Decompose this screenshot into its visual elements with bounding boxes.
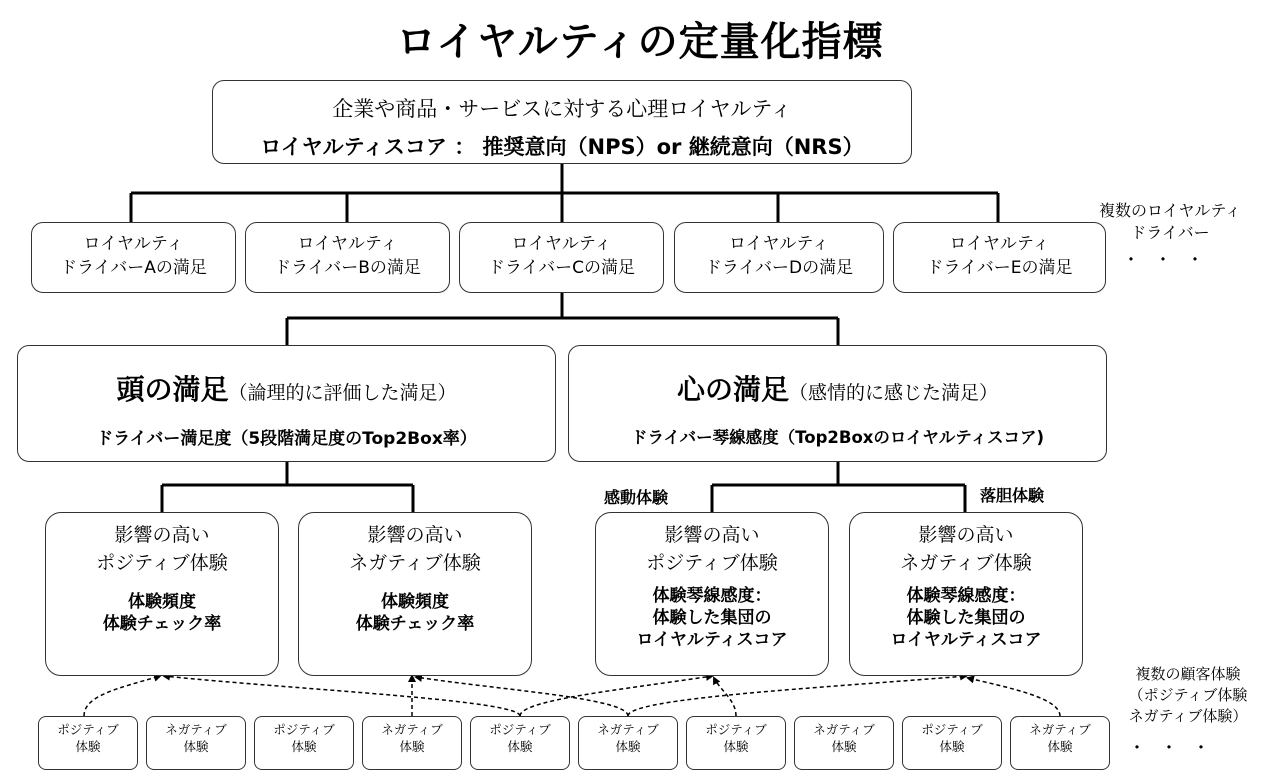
small-exp-label: ネガティブ: [813, 722, 875, 737]
driver-label: ロイヤルティ: [729, 234, 829, 254]
exp-metric: ロイヤルティスコア: [636, 630, 788, 650]
small-experience-box: [578, 716, 678, 770]
exp-heading: 影響の高い: [664, 524, 760, 546]
exp-metric: 体験琴線感度：: [906, 586, 1026, 606]
small-experience-box: [470, 716, 570, 770]
small-exp-label: 体験: [507, 739, 533, 754]
exp-metric: ロイヤルティスコア: [890, 630, 1042, 650]
small-exp-label: ポジティブ: [57, 722, 119, 737]
small-exp-label: ポジティブ: [705, 722, 767, 737]
small-exp-label: ポジティブ: [273, 722, 335, 737]
root-description: 企業や商品・サービスに対する心理ロイヤルティ: [332, 97, 792, 121]
drivers-note-dots: ・・・: [1122, 250, 1218, 271]
exp-heading: 影響の高い: [918, 524, 1014, 546]
label-moving-experience: 感動体験: [604, 488, 669, 507]
tree-head-exp: [162, 462, 413, 512]
head-paren: （論理的に評価した満足）: [228, 382, 457, 404]
small-exp-label: ポジティブ: [489, 722, 551, 737]
small-experience-box: [686, 716, 786, 770]
small-experience-box: [254, 716, 354, 770]
small-experience-box: [362, 716, 462, 770]
small-experience-box: [902, 716, 1002, 770]
root-score: ロイヤルティスコア ： 推奨意向（NPS）or 継続意向（NRS）: [260, 135, 864, 159]
small-exp-label: ネガティブ: [381, 722, 443, 737]
heart-heading: [569, 368, 1106, 408]
driver-box-a: [31, 222, 236, 293]
driver-label: ロイヤルティ: [297, 234, 398, 254]
root-loyalty-box: [212, 80, 912, 164]
drivers-note: [1070, 200, 1270, 272]
tree-heart-exp: [712, 462, 965, 512]
heart-title: 心の満足: [676, 373, 789, 406]
heart-paren: （感情的に感じた満足）: [789, 382, 999, 404]
small-exp-label: 体験: [183, 739, 209, 754]
tree-driver-mid: [287, 293, 838, 345]
small-exp-label: ネガティブ: [165, 722, 227, 737]
driver-box-c: [459, 222, 664, 293]
small-exp-label: ネガティブ: [1029, 722, 1091, 737]
head-title: 頭の満足: [116, 373, 229, 406]
experience-box-positive-sensitivity: [595, 512, 829, 676]
driver-label: ドライバーEの満足: [926, 258, 1073, 278]
driver-label: ロイヤルティ: [83, 234, 184, 254]
customer-note-line3: ネガティブ体験）: [1128, 707, 1248, 725]
exp-metric: 体験チェック率: [102, 614, 222, 634]
drivers-note-line2: ドライバー: [1130, 223, 1210, 242]
exp-heading: ネガティブ体験: [349, 552, 481, 574]
exp-heading: 影響の高い: [367, 524, 463, 546]
driver-label: ドライバーAの満足: [60, 258, 207, 278]
exp-metric: 体験琴線感度：: [652, 586, 772, 606]
head-metric: ドライバー満足度（5段階満足度のTop2Box率）: [96, 429, 477, 449]
exp-metric: 体験した集団の: [906, 608, 1026, 628]
small-exp-label: ネガティブ: [597, 722, 659, 737]
small-exp-label: 体験: [615, 739, 641, 754]
exp-metric: 体験チェック率: [355, 614, 475, 634]
tree-root-drivers: [131, 164, 998, 222]
head-satisfaction-box: [17, 345, 556, 462]
driver-label: ドライバーBの満足: [274, 258, 421, 278]
exp-heading: ポジティブ体験: [96, 552, 228, 574]
small-exp-label: 体験: [75, 739, 101, 754]
customer-experience-note: [1108, 664, 1268, 727]
exp-heading: ネガティブ体験: [900, 552, 1032, 574]
small-exp-label: 体験: [723, 739, 749, 754]
small-exp-label: 体験: [291, 739, 317, 754]
driver-box-d: [674, 222, 884, 293]
dashed-arrows: [84, 676, 1060, 716]
small-exp-label: ポジティブ: [921, 722, 983, 737]
driver-label: ロイヤルティ: [949, 234, 1050, 254]
small-exp-label: 体験: [939, 739, 965, 754]
exp-metric: 体験頻度: [381, 592, 449, 612]
small-exp-label: 体験: [399, 739, 425, 754]
exp-metric: 体験頻度: [128, 592, 196, 612]
page-title: ロイヤルティの定量化指標: [396, 19, 884, 65]
small-exp-label: 体験: [831, 739, 857, 754]
small-experience-box: [794, 716, 894, 770]
small-exp-label: 体験: [1047, 739, 1073, 754]
customer-note-line1: 複数の顧客体験: [1135, 665, 1241, 683]
small-experience-box: [38, 716, 138, 770]
driver-label: ドライバーCの満足: [487, 258, 636, 278]
experience-box-negative-sensitivity: [849, 512, 1083, 676]
exp-heading: ポジティブ体験: [646, 552, 778, 574]
heart-satisfaction-box: [568, 345, 1107, 462]
small-experience-box: [146, 716, 246, 770]
customer-note-line2: （ポジティブ体験: [1128, 686, 1248, 704]
heart-metric: ドライバー琴線感度（Top2Boxのロイヤルティスコア): [631, 428, 1044, 447]
exp-heading: 影響の高い: [114, 524, 210, 546]
experience-box-positive-frequency: [45, 512, 279, 676]
drivers-note-line1: 複数のロイヤルティ: [1098, 201, 1242, 220]
driver-label: ドライバーDの満足: [704, 258, 854, 278]
customer-note-dots: ・・・: [1128, 738, 1224, 759]
driver-label: ロイヤルティ: [511, 234, 612, 254]
small-experience-box: [1010, 716, 1110, 770]
driver-box-b: [245, 222, 450, 293]
experience-box-negative-frequency: [298, 512, 532, 676]
head-heading: [18, 368, 555, 408]
exp-metric: 体験した集団の: [652, 608, 772, 628]
label-disappointing-experience: 落胆体験: [980, 486, 1045, 505]
